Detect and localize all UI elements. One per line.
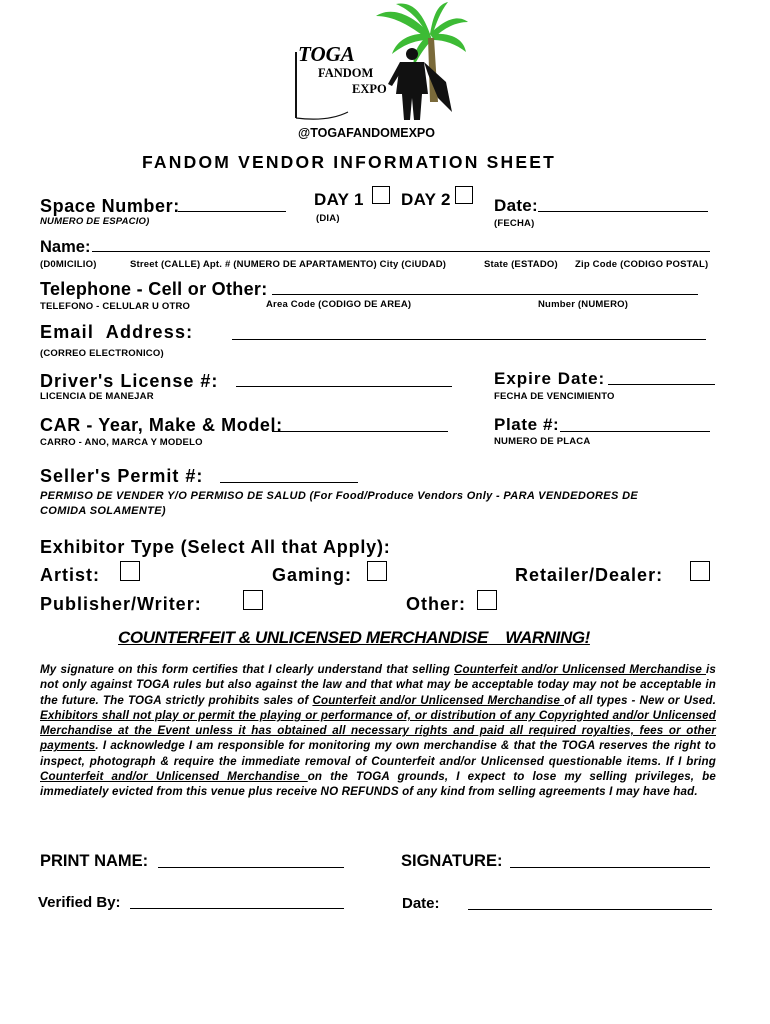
drivers-license-field[interactable] [236,386,452,387]
space-number-field[interactable] [178,211,286,212]
artist-checkbox[interactable] [120,561,140,581]
zip-sublabel: Zip Code (CODIGO POSTAL) [575,259,709,270]
name-label: Name: [40,238,91,256]
expire-date-field[interactable] [608,384,715,385]
email-field[interactable] [232,339,706,340]
email-label: Email Address: [40,322,194,342]
plate-label: Plate #: [494,415,560,434]
logo [288,2,468,144]
signoff-date-field[interactable] [468,909,712,910]
space-number-sublabel: NUMERO DE ESPACIO) [40,216,150,227]
telephone-field[interactable] [272,294,698,295]
name-field[interactable] [92,251,710,252]
drivers-license-sublabel: LICENCIA DE MANEJAR [40,391,154,402]
street-sublabel: Street (CALLE) Apt. # (NUMERO DE APARTAMENTO) City (CiUDAD) [130,259,447,270]
telephone-label: Telephone - Cell or Other: [40,279,268,299]
artist-label: Artist: [40,565,100,585]
page-title: FANDOM VENDOR INFORMATION SHEET [142,152,556,172]
warning-text-1: My signature on this form certifies that I clearly understand that selling [40,663,455,676]
expire-date-sublabel: FECHA DE VENCIMIENTO [494,391,615,402]
day1-checkbox[interactable] [372,186,390,204]
plate-sublabel: NUMERO DE PLACA [494,436,591,447]
logo-brand-bottom: EXPO [352,82,387,96]
state-sublabel: State (ESTADO) [484,259,558,270]
other-checkbox[interactable] [477,590,497,610]
telephone-sublabel: TELEFONO - CELULAR U OTRO [40,301,191,312]
gaming-label: Gaming: [272,565,353,585]
sellers-permit-field[interactable] [220,482,358,483]
warning-text-5: on the TOGA grounds, I expect to lose my selling privileges, be immediately evicted from this venue plus receive NO REFUNDS of any kind from selling agreements I may have had. [40,770,716,799]
print-name-label: PRINT NAME: [40,852,149,870]
date-label: Date: [494,196,539,215]
logo-brand-mid: FANDOM [318,66,374,80]
day2-checkbox[interactable] [455,186,473,204]
exhibitor-type-heading: Exhibitor Type (Select All that Apply): [40,537,391,557]
warning-underlined-3: Exhibitors shall not play or permit the playing or performance of, or distribution of any Copyrighted and/or Unlicensed Merchandise at the Event unless it has obtained all necessary rights and paid all required royalties, fees or other payments [40,708,716,753]
sellers-permit-sublabel-1: PERMISO DE VENDER Y/O PERMISO DE SALUD (For Food/Produce Vendors Only - PARA VENDEDORES DE [40,490,639,502]
gaming-checkbox[interactable] [367,561,387,581]
car-field[interactable] [272,431,448,432]
retailer-dealer-label: Retailer/Dealer: [515,565,664,585]
area-code-sublabel: Area Code (CODIGO DE AREA) [266,299,412,310]
space-number-label: Space Number: [40,196,180,216]
expire-date-label: Expire Date: [494,369,606,388]
logo-brand-top: TOGA [298,42,355,66]
publisher-writer-label: Publisher/Writer: [40,594,202,614]
number-sublabel: Number (NUMERO) [538,299,629,310]
signoff-date-label: Date: [402,895,440,912]
email-sublabel: (CORREO ELECTRONICO) [40,348,164,359]
verified-by-field[interactable] [130,908,344,909]
logo-handle: @TOGAFANDOMEXPO [298,126,435,140]
retailer-dealer-checkbox[interactable] [690,561,710,581]
date-sublabel: (FECHA) [494,218,535,229]
verified-by-label: Verified By: [38,894,121,911]
print-name-field[interactable] [158,867,344,868]
publisher-writer-checkbox[interactable] [243,590,263,610]
warning-underlined-2: Counterfeit and/or Unlicensed Merchandise [312,693,565,707]
drivers-license-label: Driver's License #: [40,371,219,391]
warning-text-2: is not only against TOGA rules but also against the law and that what may be acceptable today may not be acceptable in the future. The TOGA strictly prohibits sales of [40,663,716,707]
warning-heading: COUNTERFEIT & UNLICENSED MERCHANDISE WARNING! [118,628,590,647]
warning-text-3: of all types - New or Used. [564,693,716,707]
day2-label: DAY 2 [401,190,451,209]
domicilio-sublabel: (D0MICILIO) [40,259,97,270]
sellers-permit-sublabel-2: COMIDA SOLAMENTE) [40,505,166,517]
car-sublabel: CARRO - ANO, MARCA Y MODELO [40,437,203,448]
car-label: CAR - Year, Make & Model: [40,415,283,435]
days-sublabel: (DIA) [316,213,340,224]
warning-underlined-1: Counterfeit and/or Unlicensed Merchandise [454,663,707,676]
warning-text-4: . I acknowledge I am responsible for monitoring my own merchandise & that the TOGA reserves the right to inspect, photograph & require the immediate removal of Counterfeit and/or Unlicensed questionable items. If I bring [40,739,716,768]
signature-field[interactable] [510,867,710,868]
day1-label: DAY 1 [314,190,364,209]
signature-label: SIGNATURE: [401,852,503,870]
plate-field[interactable] [560,431,710,432]
other-label: Other: [406,594,466,614]
date-field[interactable] [538,211,708,212]
warning-paragraph [40,662,716,800]
warning-underlined-4: Counterfeit and/or Unlicensed Merchandise [40,770,308,784]
sellers-permit-label: Seller's Permit #: [40,466,204,486]
